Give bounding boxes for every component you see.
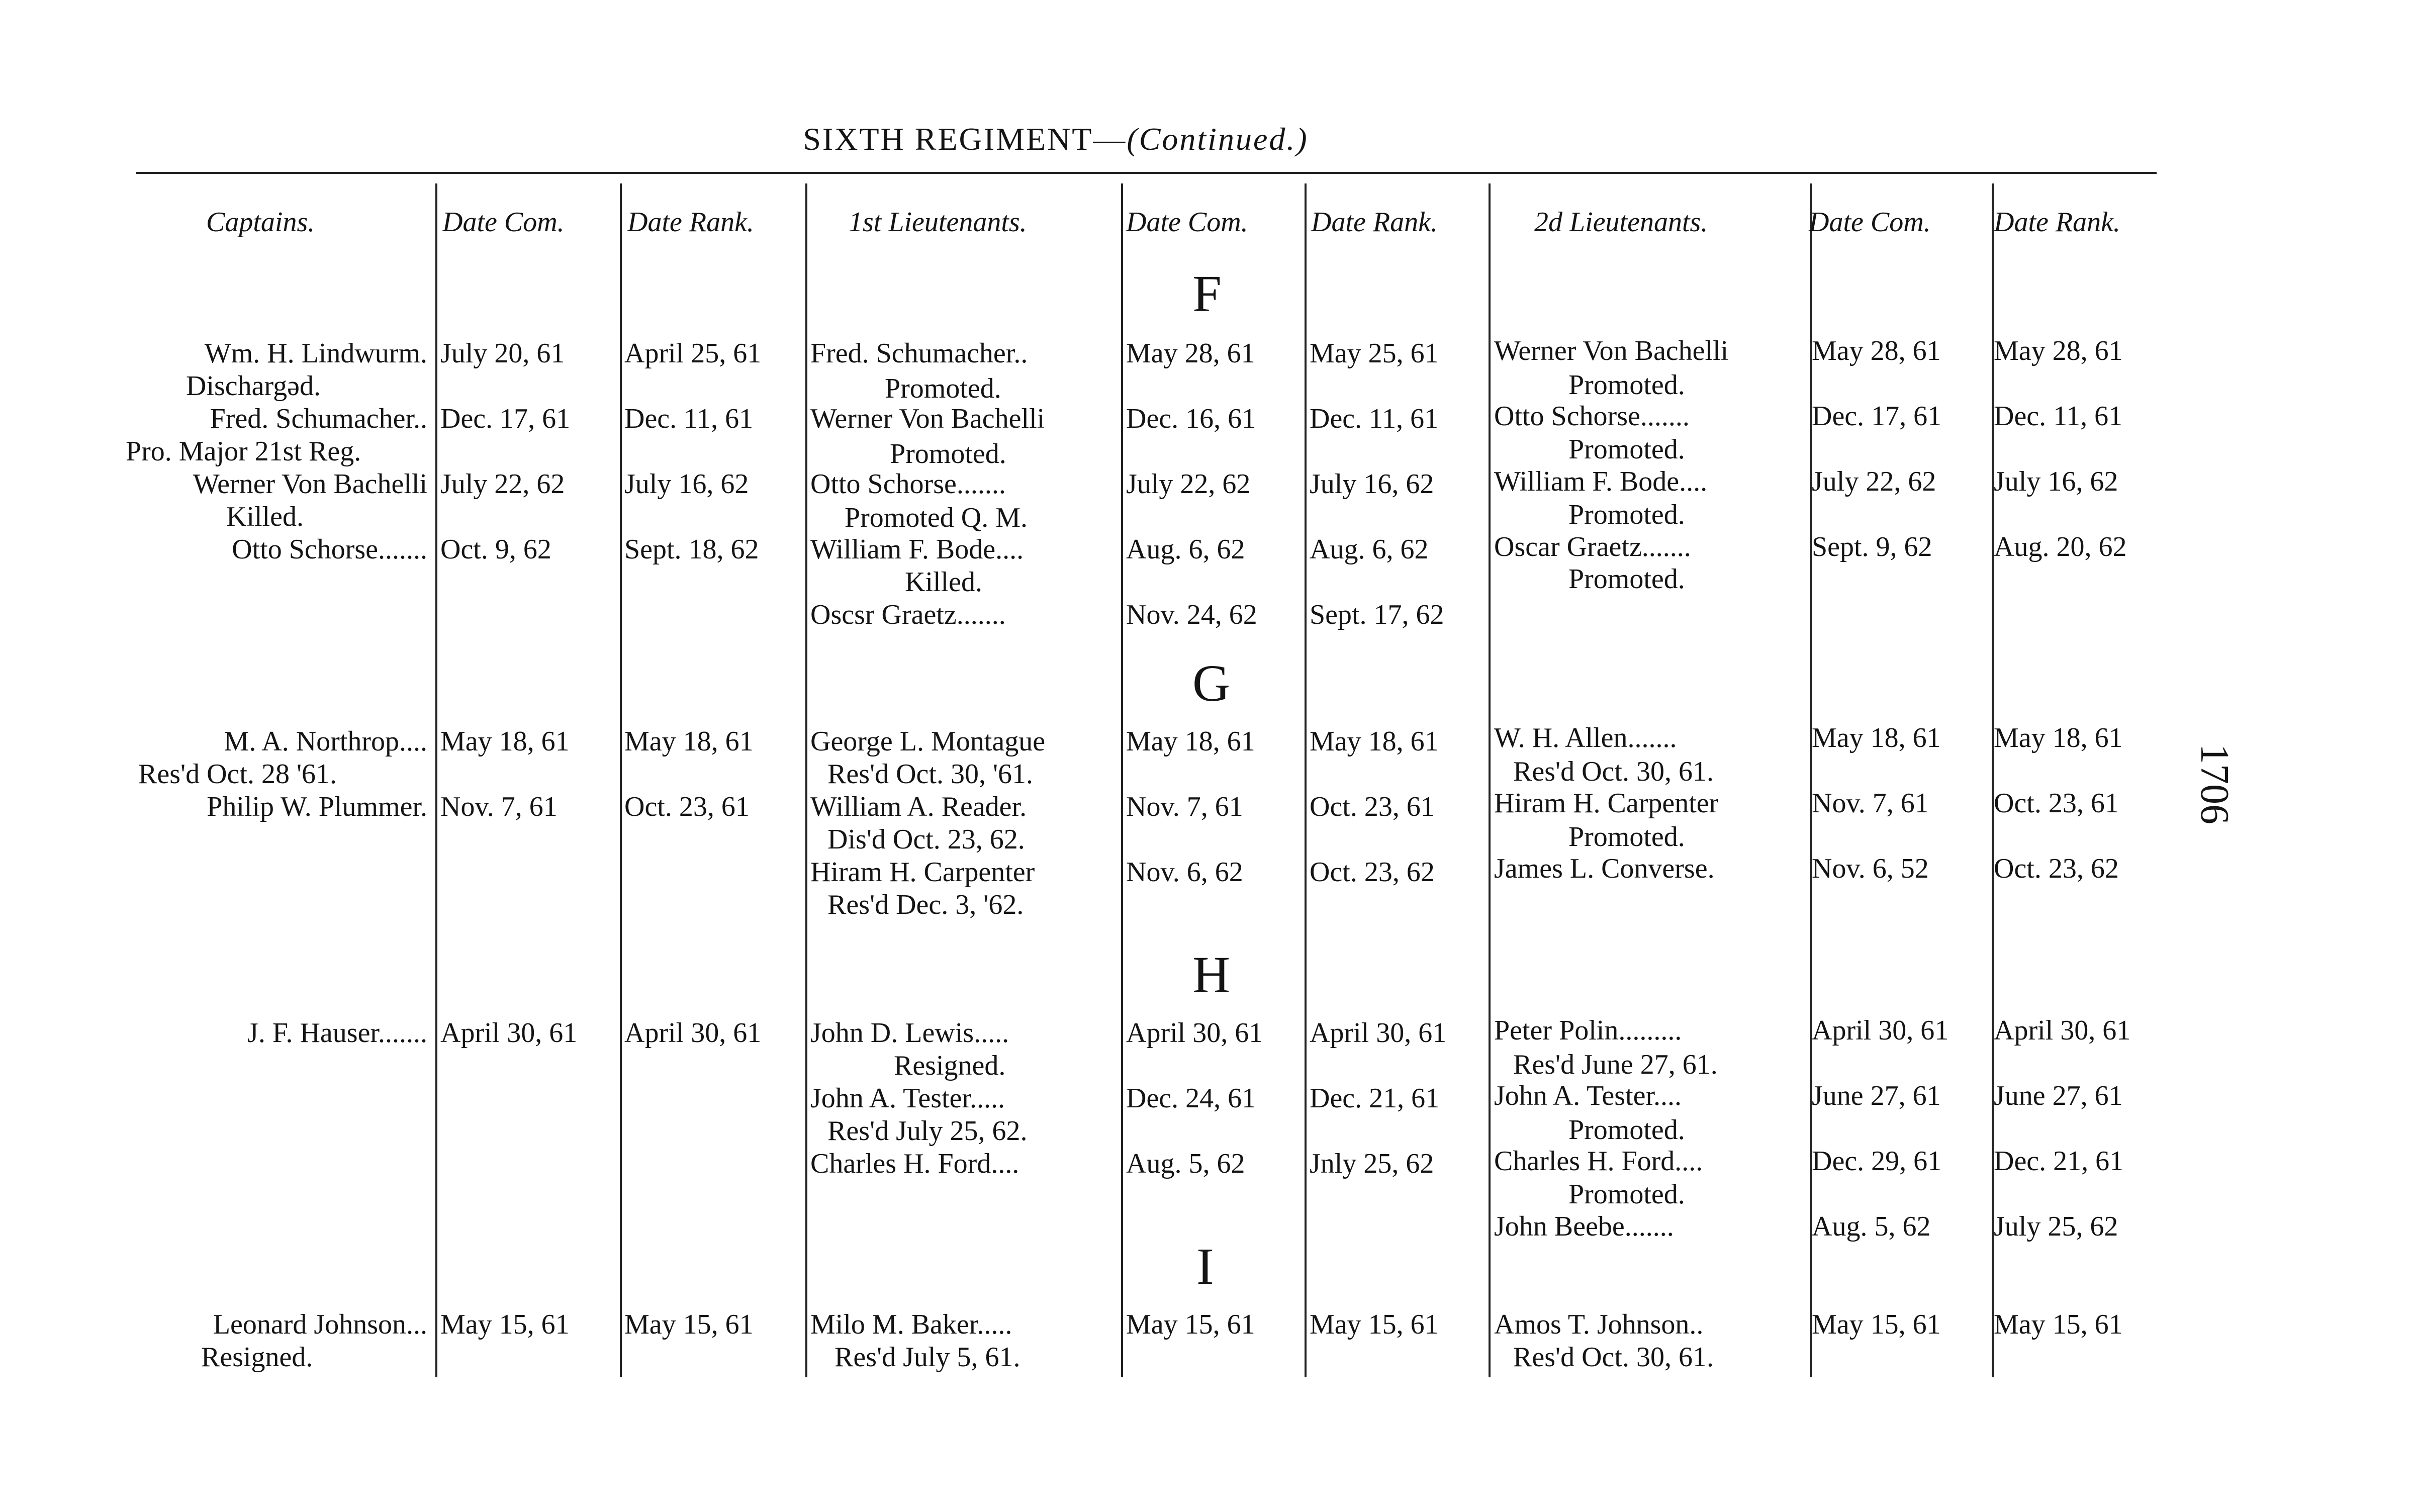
- first-lt-note: Promoted.: [890, 438, 1006, 469]
- first-lt-com: May 15, 61: [1126, 1309, 1255, 1340]
- second-lt-rank: May 18, 61: [1994, 722, 2123, 753]
- page-title: [0, 121, 2262, 158]
- second-lt-com: May 18, 61: [1812, 722, 1941, 753]
- second-lt-name: W. H. Allen.......: [1494, 722, 1677, 753]
- captain-com: Oct. 9, 62: [440, 534, 551, 565]
- first-lt-rank: Jnly 25, 62: [1310, 1148, 1434, 1179]
- captain-com: July 22, 62: [440, 468, 565, 500]
- captain-rank: July 16, 62: [624, 468, 749, 500]
- captain-com: May 18, 61: [440, 726, 570, 757]
- captain-rank: May 18, 61: [624, 726, 754, 757]
- captain-note: Pro. Major 21st Reg.: [126, 436, 361, 467]
- captain-rank: April 30, 61: [624, 1017, 762, 1049]
- first-lt-rank: Oct. 23, 61: [1310, 791, 1435, 822]
- captain-note: Resigned.: [201, 1342, 313, 1373]
- first-lt-rank: Sept. 17, 62: [1310, 599, 1444, 630]
- first-lt-com: Aug. 6, 62: [1126, 534, 1245, 565]
- second-lt-com: July 22, 62: [1812, 466, 1936, 497]
- second-lt-note: Promoted.: [1568, 821, 1685, 853]
- first-lt-note: Res'd Oct. 30, '61.: [827, 759, 1034, 790]
- captain-rank: May 15, 61: [624, 1309, 754, 1340]
- second-lt-rank: Dec. 11, 61: [1994, 401, 2123, 432]
- column-divider: [1121, 183, 1123, 1377]
- first-lt-com: Nov. 24, 62: [1126, 599, 1257, 630]
- first-lt-name: Otto Schorse.......: [810, 468, 1006, 500]
- second-lt-rank: Oct. 23, 61: [1994, 788, 2119, 819]
- company-letter-i: I: [1196, 1238, 1214, 1295]
- first-lt-name: William A. Reader.: [810, 791, 1027, 822]
- second-lt-rank: Oct. 23, 62: [1994, 853, 2119, 884]
- first-lt-rank: April 30, 61: [1310, 1017, 1447, 1049]
- header-date-rank-first-lts: Date Rank.: [1311, 207, 1438, 238]
- second-lt-com: May 28, 61: [1812, 335, 1941, 366]
- second-lt-name: James L. Converse.: [1494, 853, 1715, 884]
- second-lt-name: William F. Bode....: [1494, 466, 1708, 497]
- first-lt-name: Milo M. Baker.....: [810, 1309, 1012, 1340]
- second-lt-rank: July 25, 62: [1994, 1211, 2118, 1242]
- first-lt-name: Hiram H. Carpenter: [810, 857, 1035, 888]
- second-lt-com: April 30, 61: [1812, 1015, 1949, 1046]
- captain-name: Wm. H. Lindwurm.: [204, 338, 427, 369]
- second-lt-name: Otto Schorse.......: [1494, 401, 1690, 432]
- first-lt-rank: Dec. 11, 61: [1310, 403, 1439, 434]
- captain-com: May 15, 61: [440, 1309, 570, 1340]
- header-date-com-second-lts: Date Com.: [1809, 207, 1931, 238]
- first-lt-name: Charles H. Ford....: [810, 1148, 1019, 1179]
- column-divider: [435, 183, 437, 1377]
- title-rule: [136, 172, 2157, 174]
- column-divider: [620, 183, 622, 1377]
- header-date-rank-captains: Date Rank.: [627, 207, 754, 238]
- second-lt-name: Charles H. Ford....: [1494, 1146, 1703, 1177]
- second-lt-com: Dec. 17, 61: [1812, 401, 1942, 432]
- first-lt-note: Promoted.: [885, 373, 1001, 404]
- header-captains: Captains.: [206, 207, 315, 238]
- first-lt-note: Res'd July 5, 61.: [834, 1342, 1020, 1373]
- second-lt-name: Amos T. Johnson..: [1494, 1309, 1704, 1340]
- column-divider: [1489, 183, 1491, 1377]
- first-lt-rank: May 18, 61: [1310, 726, 1439, 757]
- first-lt-name: Oscsr Graetz.......: [810, 599, 1006, 630]
- captain-rank: Sept. 18, 62: [624, 534, 759, 565]
- second-lt-rank: June 27, 61: [1994, 1080, 2123, 1111]
- first-lt-name: Fred. Schumacher..: [810, 338, 1028, 369]
- title-continued: (Continued.): [1127, 121, 1309, 157]
- second-lt-note: Promoted.: [1568, 434, 1685, 465]
- column-divider: [1305, 183, 1307, 1377]
- captain-rank: April 25, 61: [624, 338, 762, 369]
- header-date-com-captains: Date Com.: [442, 207, 565, 238]
- second-lt-note: Promoted.: [1568, 499, 1685, 530]
- captain-name: Otto Schorse.......: [232, 534, 427, 565]
- first-lt-com: Nov. 6, 62: [1126, 857, 1243, 888]
- captain-rank: Oct. 23, 61: [624, 791, 750, 822]
- first-lt-rank: Oct. 23, 62: [1310, 857, 1435, 888]
- second-lt-note: Promoted.: [1568, 1179, 1685, 1210]
- second-lt-note: Res'd Oct. 30, 61.: [1513, 756, 1714, 787]
- captain-com: Dec. 17, 61: [440, 403, 571, 434]
- captain-note: Dischargəd.: [186, 370, 321, 402]
- company-letter-f: F: [1192, 265, 1222, 323]
- first-lt-note: Res'd Dec. 3, '62.: [827, 889, 1024, 920]
- second-lt-name: John Beebe.......: [1494, 1211, 1674, 1242]
- first-lt-com: July 22, 62: [1126, 468, 1251, 500]
- first-lt-note: Resigned.: [894, 1050, 1006, 1081]
- second-lt-com: Nov. 7, 61: [1812, 788, 1929, 819]
- second-lt-rank: April 30, 61: [1994, 1015, 2131, 1046]
- second-lt-name: Werner Von Bachelli: [1494, 335, 1729, 366]
- first-lt-com: May 18, 61: [1126, 726, 1255, 757]
- second-lt-note: Promoted.: [1568, 369, 1685, 401]
- first-lt-note: Dis'd Oct. 23, 62.: [827, 824, 1025, 855]
- first-lt-name: George L. Montague: [810, 726, 1046, 757]
- captain-name: Werner Von Bachelli: [193, 468, 427, 500]
- first-lt-rank: May 25, 61: [1310, 338, 1439, 369]
- first-lt-rank: July 16, 62: [1310, 468, 1434, 500]
- second-lt-name: Hiram H. Carpenter: [1494, 788, 1719, 819]
- second-lt-com: Nov. 6, 52: [1812, 853, 1929, 884]
- captain-note: Killed.: [226, 501, 304, 532]
- captain-name: Leonard Johnson...: [213, 1309, 427, 1340]
- company-letter-g: G: [1192, 654, 1231, 712]
- captain-rank: Dec. 11, 61: [624, 403, 754, 434]
- header-first-lieutenants: 1st Lieutenants.: [849, 207, 1027, 238]
- second-lt-note: Promoted.: [1568, 563, 1685, 595]
- first-lt-rank: Dec. 21, 61: [1310, 1083, 1440, 1114]
- title-main: SIXTH REGIMENT—: [803, 121, 1127, 157]
- second-lt-note: Res'd Oct. 30, 61.: [1513, 1342, 1714, 1373]
- second-lt-note: Promoted.: [1568, 1114, 1685, 1146]
- second-lt-note: Res'd June 27, 61.: [1513, 1049, 1718, 1080]
- captain-com: Nov. 7, 61: [440, 791, 558, 822]
- captain-com: April 30, 61: [440, 1017, 578, 1049]
- second-lt-rank: July 16, 62: [1994, 466, 2118, 497]
- first-lt-name: William F. Bode....: [810, 534, 1024, 565]
- second-lt-com: Dec. 29, 61: [1812, 1146, 1942, 1177]
- first-lt-note: Killed.: [905, 566, 982, 598]
- second-lt-name: John A. Tester....: [1494, 1080, 1682, 1111]
- column-divider: [805, 183, 807, 1377]
- second-lt-rank: Dec. 21, 61: [1994, 1146, 2124, 1177]
- first-lt-com: Dec. 24, 61: [1126, 1083, 1256, 1114]
- second-lt-com: June 27, 61: [1812, 1080, 1941, 1111]
- header-date-rank-second-lts: Date Rank.: [1994, 207, 2120, 238]
- captain-name: Fred. Schumacher..: [210, 403, 427, 434]
- second-lt-com: Sept. 9, 62: [1812, 531, 1932, 562]
- first-lt-rank: Aug. 6, 62: [1310, 534, 1429, 565]
- second-lt-rank: May 15, 61: [1994, 1309, 2123, 1340]
- first-lt-com: Dec. 16, 61: [1126, 403, 1256, 434]
- first-lt-com: Aug. 5, 62: [1126, 1148, 1245, 1179]
- captain-note: Res'd Oct. 28 '61.: [138, 759, 337, 790]
- first-lt-com: Nov. 7, 61: [1126, 791, 1243, 822]
- second-lt-com: Aug. 5, 62: [1812, 1211, 1931, 1242]
- page-number: 1706: [2192, 744, 2237, 824]
- first-lt-rank: May 15, 61: [1310, 1309, 1439, 1340]
- header-date-com-first-lts: Date Com.: [1126, 207, 1248, 238]
- second-lt-name: Oscar Graetz.......: [1494, 531, 1691, 562]
- captain-name: J. F. Hauser.......: [247, 1017, 427, 1049]
- second-lt-name: Peter Polin.........: [1494, 1015, 1682, 1046]
- first-lt-note: Promoted Q. M.: [845, 502, 1028, 533]
- company-letter-h: H: [1192, 946, 1231, 1004]
- captain-com: July 20, 61: [440, 338, 565, 369]
- second-lt-rank: May 28, 61: [1994, 335, 2123, 366]
- second-lt-com: May 15, 61: [1812, 1309, 1941, 1340]
- first-lt-com: April 30, 61: [1126, 1017, 1263, 1049]
- first-lt-name: John A. Tester.....: [810, 1083, 1005, 1114]
- first-lt-note: Res'd July 25, 62.: [827, 1115, 1028, 1147]
- captain-name: Philip W. Plummer.: [207, 791, 427, 822]
- first-lt-name: Werner Von Bachelli: [810, 403, 1045, 434]
- first-lt-com: May 28, 61: [1126, 338, 1255, 369]
- header-second-lieutenants: 2d Lieutenants.: [1534, 207, 1708, 238]
- second-lt-rank: Aug. 20, 62: [1994, 531, 2127, 562]
- first-lt-name: John D. Lewis.....: [810, 1017, 1009, 1049]
- captain-name: M. A. Northrop....: [224, 726, 427, 757]
